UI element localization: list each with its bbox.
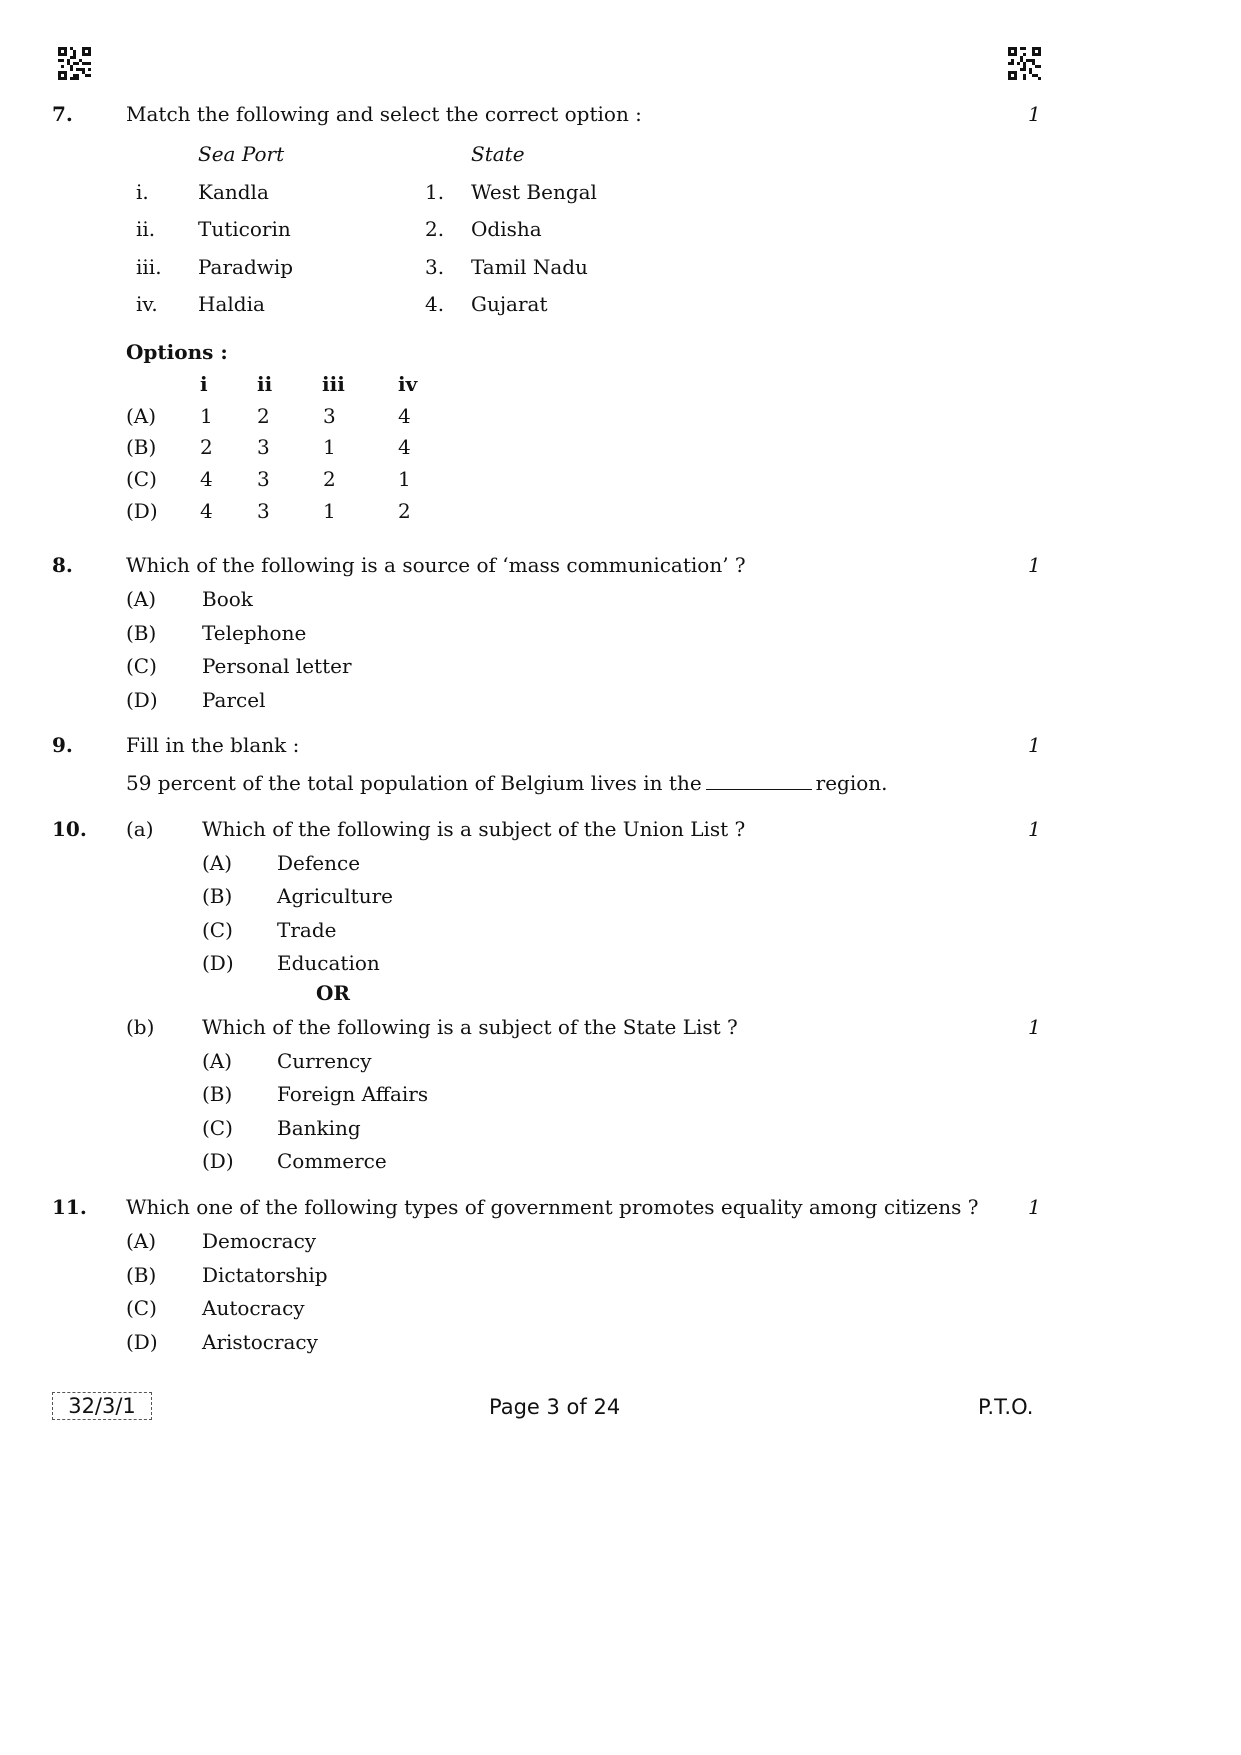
q10-a-option-label: (C) <box>202 918 233 942</box>
q10-a-marks: 1 <box>1028 817 1041 841</box>
q10-b-option-label: (D) <box>202 1149 234 1173</box>
q8-option-text: Book <box>202 587 253 611</box>
q8-option-label: (C) <box>126 654 157 678</box>
q8-option-text: Parcel <box>202 688 266 712</box>
q10-a-option-label: (D) <box>202 951 234 975</box>
q7-row-left: Paradwip <box>198 255 294 279</box>
q7-option-value: 4 <box>200 467 213 491</box>
paper-code-box <box>52 1392 152 1420</box>
q10-a-option-label: (B) <box>202 884 233 908</box>
q7-option-value: 1 <box>200 404 213 428</box>
q7-row-right: West Bengal <box>471 180 597 204</box>
q10-number: 10. <box>52 817 87 841</box>
q7-options-header: ii <box>257 372 273 396</box>
q10-a-option-label: (A) <box>202 851 233 875</box>
q7-col-left-header: Sea Port <box>198 142 285 166</box>
qr-code-right <box>1008 47 1041 80</box>
q10-a-option-text: Agriculture <box>277 884 393 908</box>
q10-b-option-text: Foreign Affairs <box>277 1082 429 1106</box>
pto-label: P.T.O. <box>978 1395 1034 1419</box>
q11-option-label: (B) <box>126 1263 157 1287</box>
q10-a-label: (a) <box>126 817 154 841</box>
q7-text: Match the following and select the correct option : <box>126 102 642 126</box>
q7-row-label: ii. <box>136 217 156 241</box>
q11-marks: 1 <box>1028 1195 1041 1219</box>
q11-option-label: (D) <box>126 1330 158 1354</box>
q8-number: 8. <box>52 553 73 577</box>
q10-a-text: Which of the following is a subject of the Union List ? <box>202 817 746 841</box>
q7-col-right-header: State <box>471 142 525 166</box>
q10-b-option-label: (C) <box>202 1116 233 1140</box>
q7-marks: 1 <box>1028 102 1041 126</box>
qr-code-left <box>58 47 91 80</box>
q8-option-text: Personal letter <box>202 654 352 678</box>
q9-sentence-before: 59 percent of the total population of Belgium lives in the <box>126 771 702 795</box>
q7-row-label: iii. <box>136 255 162 279</box>
q11-option-text: Aristocracy <box>202 1330 318 1354</box>
q10-b-marks: 1 <box>1028 1015 1041 1039</box>
q7-option-value: 2 <box>323 467 336 491</box>
q11-number: 11. <box>52 1195 87 1219</box>
q7-option-value: 4 <box>398 404 411 428</box>
q7-options-label: Options : <box>126 340 228 364</box>
q7-row-left: Haldia <box>198 292 265 316</box>
q11-option-label: (A) <box>126 1229 157 1253</box>
q7-row-number: 1. <box>425 180 445 204</box>
q7-options-header: iii <box>322 372 345 396</box>
q10-b-option-text: Banking <box>277 1116 361 1140</box>
q8-option-label: (D) <box>126 688 158 712</box>
paper-code: 32/3/1 <box>68 1394 136 1418</box>
q7-option-value: 2 <box>398 499 411 523</box>
q10-b-option-text: Currency <box>277 1049 372 1073</box>
q10-b-option-label: (A) <box>202 1049 233 1073</box>
q8-text: Which of the following is a source of ‘mass communication’ ? <box>126 553 746 577</box>
q9-marks: 1 <box>1028 733 1041 757</box>
q10-b-option-label: (B) <box>202 1082 233 1106</box>
q7-row-left: Kandla <box>198 180 269 204</box>
q11-option-text: Democracy <box>202 1229 317 1253</box>
q9-blank <box>706 771 812 790</box>
q7-options-header: i <box>200 372 208 396</box>
q7-option-value: 3 <box>257 467 270 491</box>
q7-option-value: 3 <box>323 404 336 428</box>
q10-b-text: Which of the following is a subject of the State List ? <box>202 1015 738 1039</box>
q7-number: 7. <box>52 102 73 126</box>
q8-option-label: (B) <box>126 621 157 645</box>
q7-option-label: (C) <box>126 467 157 491</box>
q7-row-right: Gujarat <box>471 292 548 316</box>
q7-row-label: iv. <box>136 292 158 316</box>
q7-option-value: 4 <box>398 435 411 459</box>
q9-sentence-after: region. <box>815 771 888 795</box>
q7-row-number: 3. <box>425 255 445 279</box>
q10-a-option-text: Defence <box>277 851 361 875</box>
q7-row-number: 4. <box>425 292 445 316</box>
q7-option-value: 3 <box>257 499 270 523</box>
q7-option-value: 2 <box>200 435 213 459</box>
q7-option-value: 3 <box>257 435 270 459</box>
q11-option-text: Dictatorship <box>202 1263 328 1287</box>
q10-or-separator: OR <box>316 981 351 1005</box>
q10-a-option-text: Trade <box>277 918 337 942</box>
q7-row-number: 2. <box>425 217 445 241</box>
q10-a-option-text: Education <box>277 951 380 975</box>
q7-option-label: (A) <box>126 404 157 428</box>
q9-text: Fill in the blank : <box>126 733 300 757</box>
q7-option-value: 2 <box>257 404 270 428</box>
q10-b-label: (b) <box>126 1015 155 1039</box>
q11-text: Which one of the following types of government promotes equality among citizens ? <box>126 1195 979 1219</box>
q7-option-value: 1 <box>323 435 336 459</box>
page-number: Page 3 of 24 <box>489 1395 621 1419</box>
q9-number: 9. <box>52 733 73 757</box>
q10-b-option-text: Commerce <box>277 1149 387 1173</box>
q7-row-left: Tuticorin <box>198 217 291 241</box>
q9-sentence <box>126 771 888 795</box>
q7-option-label: (D) <box>126 499 158 523</box>
q7-option-label: (B) <box>126 435 157 459</box>
q8-option-text: Telephone <box>202 621 307 645</box>
q8-marks: 1 <box>1028 553 1041 577</box>
q7-option-value: 4 <box>200 499 213 523</box>
q8-option-label: (A) <box>126 587 157 611</box>
q7-row-label: i. <box>136 180 149 204</box>
q7-options-header: iv <box>398 372 418 396</box>
q7-row-right: Odisha <box>471 217 542 241</box>
q11-option-label: (C) <box>126 1296 157 1320</box>
q7-row-right: Tamil Nadu <box>471 255 588 279</box>
q7-option-value: 1 <box>398 467 411 491</box>
q7-option-value: 1 <box>323 499 336 523</box>
q11-option-text: Autocracy <box>202 1296 305 1320</box>
